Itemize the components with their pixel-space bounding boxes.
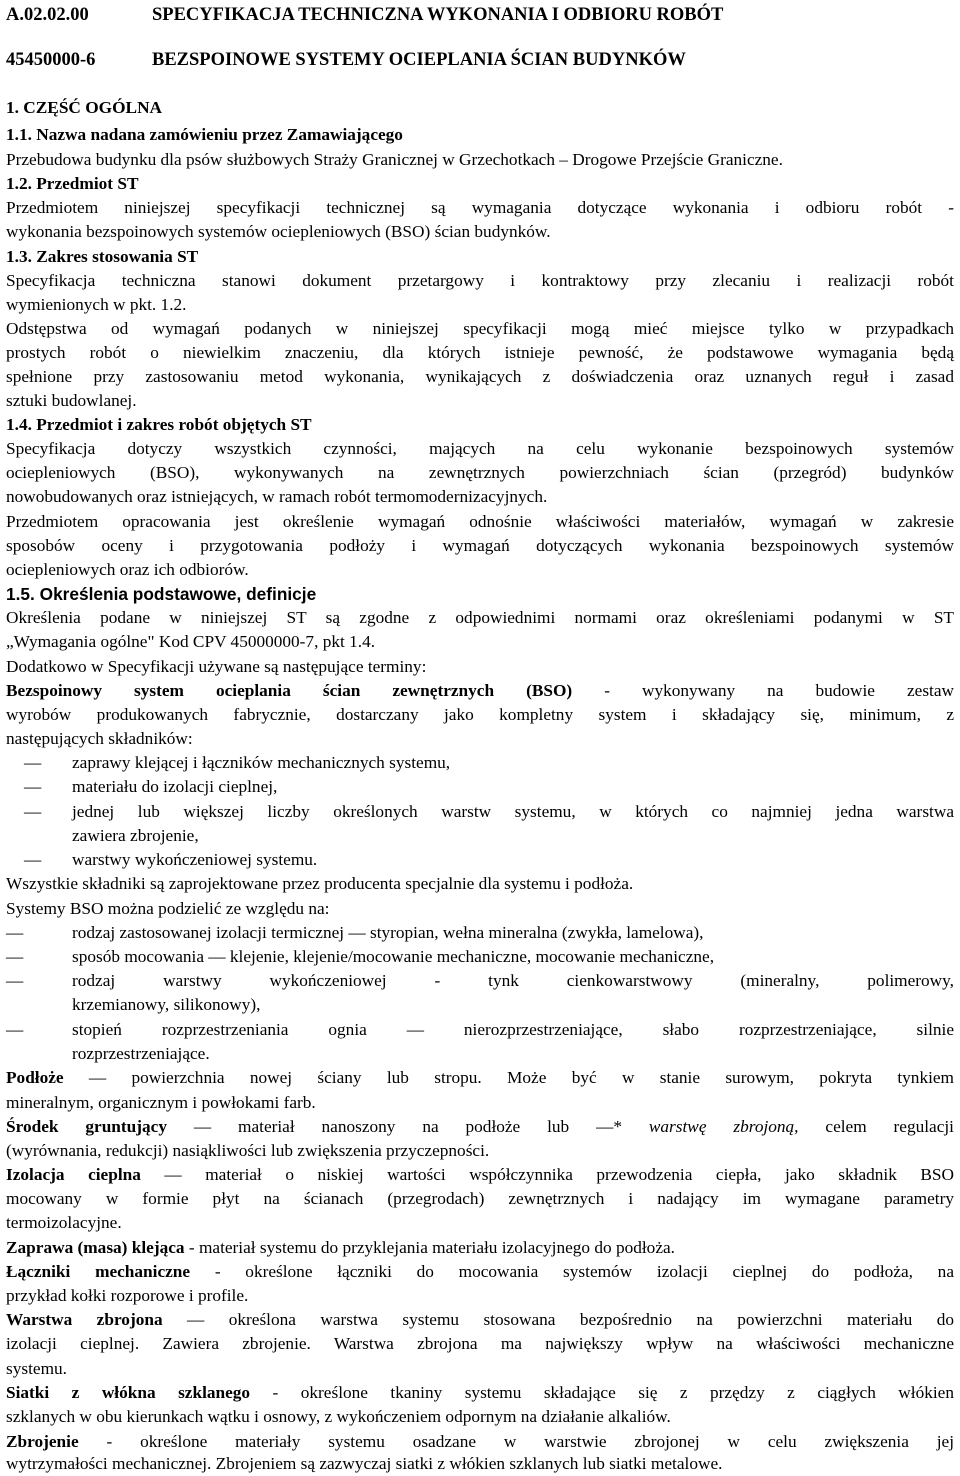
term-warstwa-zbrojona: Warstwa zbrojona xyxy=(6,1310,163,1329)
paragraph-line: wyrobów produkowanych fabrycznie, dostarczany jako kompletny system i składający się, minimum, z xyxy=(6,705,954,724)
list-item: jednej lub większej liczby określonych warstw systemu, w których co najmniej jedna warstwa xyxy=(72,802,954,821)
term-zbrojenie: Zbrojenie xyxy=(6,1432,79,1451)
dash-bullet: — xyxy=(6,923,24,942)
definition-line xyxy=(6,1066,954,1090)
dash-bullet: — xyxy=(24,753,42,772)
paragraph-line: Przedmiotem opracowania jest określenie wymagań odnośnie właściwości materiałów, wymagań w zakresie xyxy=(6,512,954,531)
paragraph-line: ociepleniowych oraz ich odbiorów. xyxy=(6,560,249,579)
definition-line xyxy=(6,1308,954,1332)
paragraph-line: wykonania bezspoinowych systemów ociepleniowych (BSO) ścian budynków. xyxy=(6,222,551,241)
list-item: sposób mocowania — klejenie, klejenie/mocowanie mechaniczne, mocowanie mechaniczne, xyxy=(72,947,715,966)
paragraph-line: mocowany w formie płyt na ścianach (przegrodach) zewnętrznych i nadający im wymagane parametry xyxy=(6,1189,954,1208)
definition-line xyxy=(6,1236,954,1260)
paragraph-line: mineralnym, organicznym i powłokami farb. xyxy=(6,1093,316,1112)
paragraph-line: wytrzymałości mechanicznej. Zbrojeniem są zazwyczaj siatki z włókien szklanych lub siatki metalowe. xyxy=(6,1454,723,1473)
cpv-title: BEZSPOINOWE SYSTEMY OCIEPLANIA ŚCIAN BUDYNKÓW xyxy=(152,50,686,70)
paragraph-line: Wszystkie składniki są zaprojektowane przez producenta specjalnie dla systemu i podłoża. xyxy=(6,874,634,893)
paragraph-line: spełnione przy zastosowaniu metod wykonania, wynikających z doświadczenia oraz uznanych reguł i zasad xyxy=(6,367,954,386)
definition-text: — określona warstwa systemu stosowana bezpośrednio na powierzchni materiału do xyxy=(162,1310,954,1329)
definition-line xyxy=(6,1430,954,1454)
cpv-code: 45450000-6 xyxy=(6,50,96,70)
section-heading: 1.1. Nazwa nadana zamówieniu przez Zamawiającego xyxy=(6,125,403,144)
paragraph-line: „Wymagania ogólne" Kod CPV 45000000-7, pkt 1.4. xyxy=(6,632,376,651)
dash-bullet: — xyxy=(6,1020,24,1039)
paragraph-line: nowobudowanych oraz istniejących, w ramach robót termomodernizacyjnych. xyxy=(6,487,548,506)
term-siatki: Siatki z włókna szklanego xyxy=(6,1383,251,1402)
paragraph-line: prostych robót o niewielkim znaczeniu, dla których istnieje pewność, że podstawowe wymagania będą xyxy=(6,343,954,362)
paragraph-line: termoizolacyjne. xyxy=(6,1213,122,1232)
paragraph-line: sposobów oceny i przygotowania podłoży i wymagań dotyczących wykonania bezspoinowych systemów xyxy=(6,536,954,555)
definition-text: - określone tkaniny systemu składające się z przędzy z ciągłych włókien xyxy=(250,1383,954,1402)
definition-line xyxy=(6,1163,954,1187)
list-item: zaprawy klejącej i łączników mechanicznych systemu, xyxy=(72,753,451,772)
term-izolacja-cieplna: Izolacja cieplna xyxy=(6,1165,141,1184)
paragraph-line: Przebudowa budynku dla psów służbowych Straży Granicznej w Grzechotkach – Drogowe Przejście Graniczne. xyxy=(6,150,783,169)
paragraph-line: izolacji cieplnej. Zawiera zbrojenie. Warstwa zbrojona ma największy wpływ na właściwości mechaniczne xyxy=(6,1334,954,1353)
definition-text: — materiał nanoszony na podłoże lub —* xyxy=(167,1117,649,1136)
definition-text: - wykonywany na budowie zestaw xyxy=(572,681,954,700)
list-item: stopień rozprzestrzeniania ognia — nierozprzestrzeniające, słabo rozprzestrzeniające, silnie xyxy=(72,1020,954,1039)
dash-bullet: — xyxy=(6,971,24,990)
spec-title: SPECYFIKACJA TECHNICZNA WYKONANIA I ODBIORU ROBÓT xyxy=(152,5,724,25)
paragraph-line: Specyfikacja dotyczy wszystkich czynności, mających na celu wykonanie bezspoinowych systemów xyxy=(6,439,954,458)
list-item-continued: zawiera zbrojenie, xyxy=(72,826,199,845)
paragraph-line: systemu. xyxy=(6,1359,67,1378)
term-bso: Bezspoinowy system ocieplania ścian zewnętrznych (BSO) xyxy=(6,681,573,700)
paragraph-line: Dodatkowo w Specyfikacji używane są następujące terminy: xyxy=(6,657,427,676)
section-heading: 1.2. Przedmiot ST xyxy=(6,174,139,193)
definition-line xyxy=(6,679,954,703)
definition-text: celem regulacji xyxy=(798,1117,954,1136)
paragraph-line: Odstępstwa od wymagań podanych w niniejszej specyfikacji mogą mieć miejsce tylko w przypadkach xyxy=(6,319,954,338)
definition-line xyxy=(6,1381,954,1405)
paragraph-line: wymienionych w pkt. 1.2. xyxy=(6,295,187,314)
paragraph-line: (wyrównania, redukcji) nasiąkliwości lub zwiększenia przyczepności. xyxy=(6,1141,490,1160)
definition-line xyxy=(6,1115,954,1139)
list-item: warstwy wykończeniowej systemu. xyxy=(72,850,318,869)
term-srodek-gruntujacy: Środek gruntujący xyxy=(6,1117,167,1136)
definition-text: - określone materiały systemu osadzane w warstwie zbrojonej w celu zwiększenia jej xyxy=(78,1432,954,1451)
term-podloze: Podłoże xyxy=(6,1068,64,1087)
list-item-continued: rozprzestrzeniające. xyxy=(72,1044,210,1063)
dash-bullet: — xyxy=(24,802,42,821)
paragraph-line: następujących składników: xyxy=(6,729,193,748)
definition-text: - materiał systemu do przyklejania materiału izolacyjnego do podłoża. xyxy=(184,1238,675,1257)
section-heading: 1. CZĘŚĆ OGÓLNA xyxy=(6,98,163,117)
paragraph-line: Specyfikacja techniczna stanowi dokument przetargowy i kontraktowy przy zlecaniu i realizacji robót xyxy=(6,271,954,290)
section-heading: 1.3. Zakres stosowania ST xyxy=(6,247,199,266)
definition-line xyxy=(6,1260,954,1284)
definition-italic: warstwę zbrojoną, xyxy=(648,1117,799,1136)
term-zaprawa-klejaca: Zaprawa (masa) klejąca xyxy=(6,1238,185,1257)
section-heading: 1.5. Określenia podstawowe, definicje xyxy=(6,584,317,604)
list-item-continued: krzemianowy, silikonowy), xyxy=(72,995,261,1014)
paragraph-line: Określenia podane w niniejszej ST są zgodne z odpowiednimi normami oraz określeniami podanymi w ST xyxy=(6,608,954,627)
dash-bullet: — xyxy=(6,947,24,966)
term-laczniki-mechaniczne: Łączniki mechaniczne xyxy=(6,1262,191,1281)
paragraph-line: Przedmiotem niniejszej specyfikacji technicznej są wymagania dotyczące wykonania i odbioru robót - xyxy=(6,198,954,217)
dash-bullet: — xyxy=(24,850,42,869)
list-item: materiału do izolacji cieplnej, xyxy=(72,777,278,796)
definition-text: — materiał o niskiej wartości współczynnika przewodzenia ciepła, jako składnik BSO xyxy=(140,1165,954,1184)
paragraph-line: przykład kołki rozporowe i profile. xyxy=(6,1286,249,1305)
definition-text: — powierzchnia nowej ściany lub stropu. Może być w stanie surowym, pokryta tynkiem xyxy=(63,1068,954,1087)
paragraph-line: szklanych w obu kierunkach wątku i osnowy, z wykończeniem odpornym na działanie alkaliów. xyxy=(6,1407,671,1426)
spec-code: A.02.02.00 xyxy=(6,5,89,25)
list-item: rodzaj zastosowanej izolacji termicznej — styropian, wełna mineralna (zwykła, lamelowa), xyxy=(72,923,704,942)
dash-bullet: — xyxy=(24,777,42,796)
paragraph-line: ociepleniowych (BSO), wykonywanych na zewnętrznych powierzchniach ścian (przegród) budynków xyxy=(6,463,954,482)
paragraph-line: sztuki budowlanej. xyxy=(6,391,137,410)
section-heading: 1.4. Przedmiot i zakres robót objętych ST xyxy=(6,415,312,434)
paragraph-line: Systemy BSO można podzielić ze względu na: xyxy=(6,899,330,918)
definition-text: - określone łączniki do mocowania systemów izolacji cieplnej do podłoża, na xyxy=(190,1262,954,1281)
list-item: rodzaj warstwy wykończeniowej - tynk cienkowarstwowy (mineralny, polimerowy, xyxy=(72,971,954,990)
